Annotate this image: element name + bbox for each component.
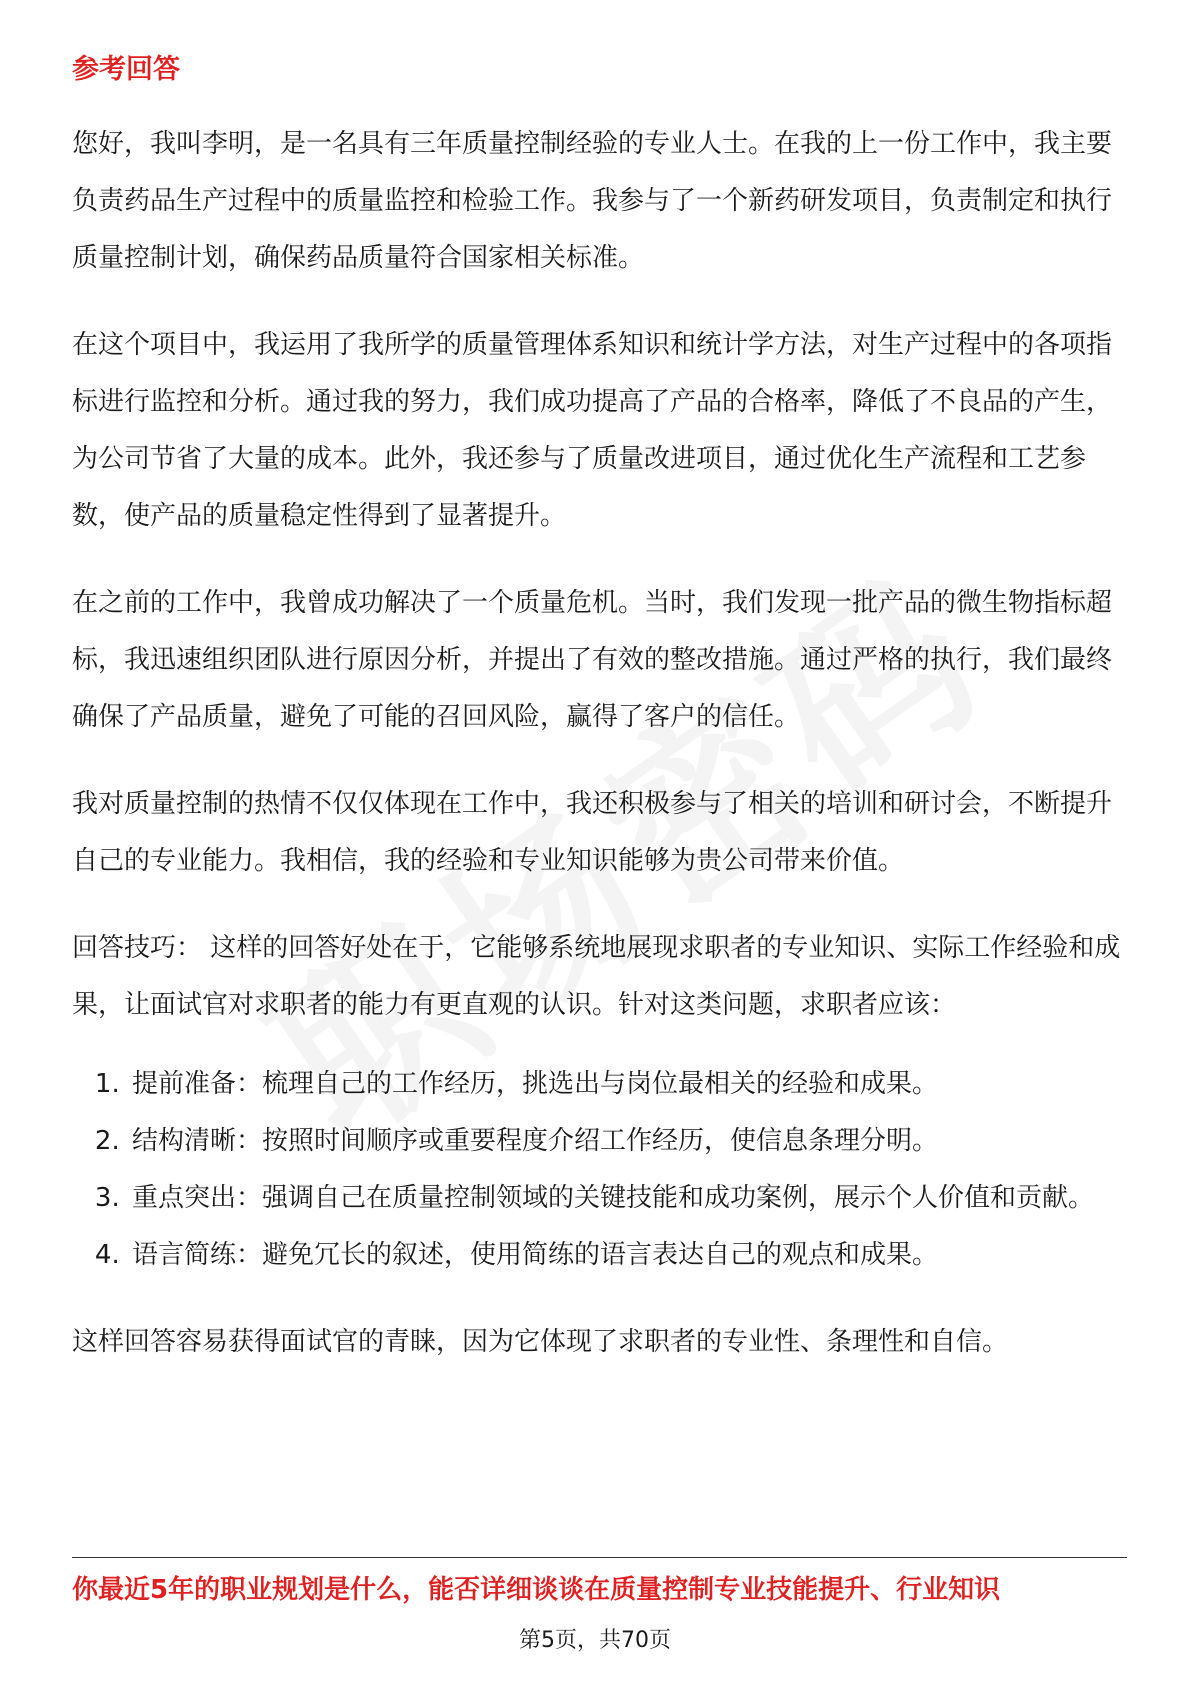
page-number: 第5页，共70页 <box>519 1628 671 1653</box>
answer-paragraph-1: 您好，我叫李明，是一名具有三年质量控制经验的专业人士。在我的上一份工作中，我主要负责药品生产过程中的质量监控和检验工作。我参与了一个新药研发项目，负责制定和执行质量控制计划，确保药品质量符合国家相关标准。 <box>72 129 1113 273</box>
tips-list <box>72 1056 1127 1284</box>
tips-list-item: 2. 结构清晰：按照时间顺序或重要程度介绍工作经历，使信息条理分明。 <box>128 1113 1127 1170</box>
answer-paragraph-3: 在之前的工作中，我曾成功解决了一个质量危机。当时，我们发现一批产品的微生物指标超标，我迅速组织团队进行原因分析，并提出了有效的整改措施。通过严格的执行，我们最终确保了产品质量，避免了可能的召回风险，赢得了客户的信任。 <box>72 588 1113 732</box>
answer-paragraph-2: 在这个项目中，我运用了我所学的质量管理体系知识和统计学方法，对生产过程中的各项指标进行监控和分析。通过我的努力，我们成功提高了产品的合格率，降低了不良品的产生，为公司节省了大量的成本。此外，我还参与了质量改进项目，通过优化生产流程和工艺参数，使产品的质量稳定性得到了显著提升。 <box>72 330 1113 531</box>
tips-list-item: 1. 提前准备：梳理自己的工作经历，挑选出与岗位最相关的经验和成果。 <box>128 1056 1127 1113</box>
answer-paragraph-4: 我对质量控制的热情不仅仅体现在工作中，我还积极参与了相关的培训和研讨会，不断提升自己的专业能力。我相信，我的经验和专业知识能够为贵公司带来价值。 <box>72 789 1113 876</box>
section-divider <box>72 1557 1127 1558</box>
closing-paragraph: 这样回答容易获得面试官的青睐，因为它体现了求职者的专业性、条理性和自信。 <box>72 1327 1009 1357</box>
tips-list-item: 4. 语言简练：避免冗长的叙述，使用简练的语言表达自己的观点和成果。 <box>128 1227 1127 1284</box>
tips-intro: 回答技巧： 这样的回答好处在于，它能够系统地展现求职者的专业知识、实际工作经验和成果，让面试官对求职者的能力有更直观的认识。针对这类问题，求职者应该： <box>72 933 1121 1020</box>
answer-content <box>72 116 1127 1401</box>
next-question-heading: 你最近5年的职业规划是什么，能否详细谈谈在质量控制专业技能提升、行业知识 <box>72 1575 1001 1605</box>
section-heading: 参考回答 <box>72 54 180 85</box>
tips-list-item: 3. 重点突出：强调自己在质量控制领域的关键技能和成功案例，展示个人价值和贡献。 <box>128 1170 1127 1227</box>
